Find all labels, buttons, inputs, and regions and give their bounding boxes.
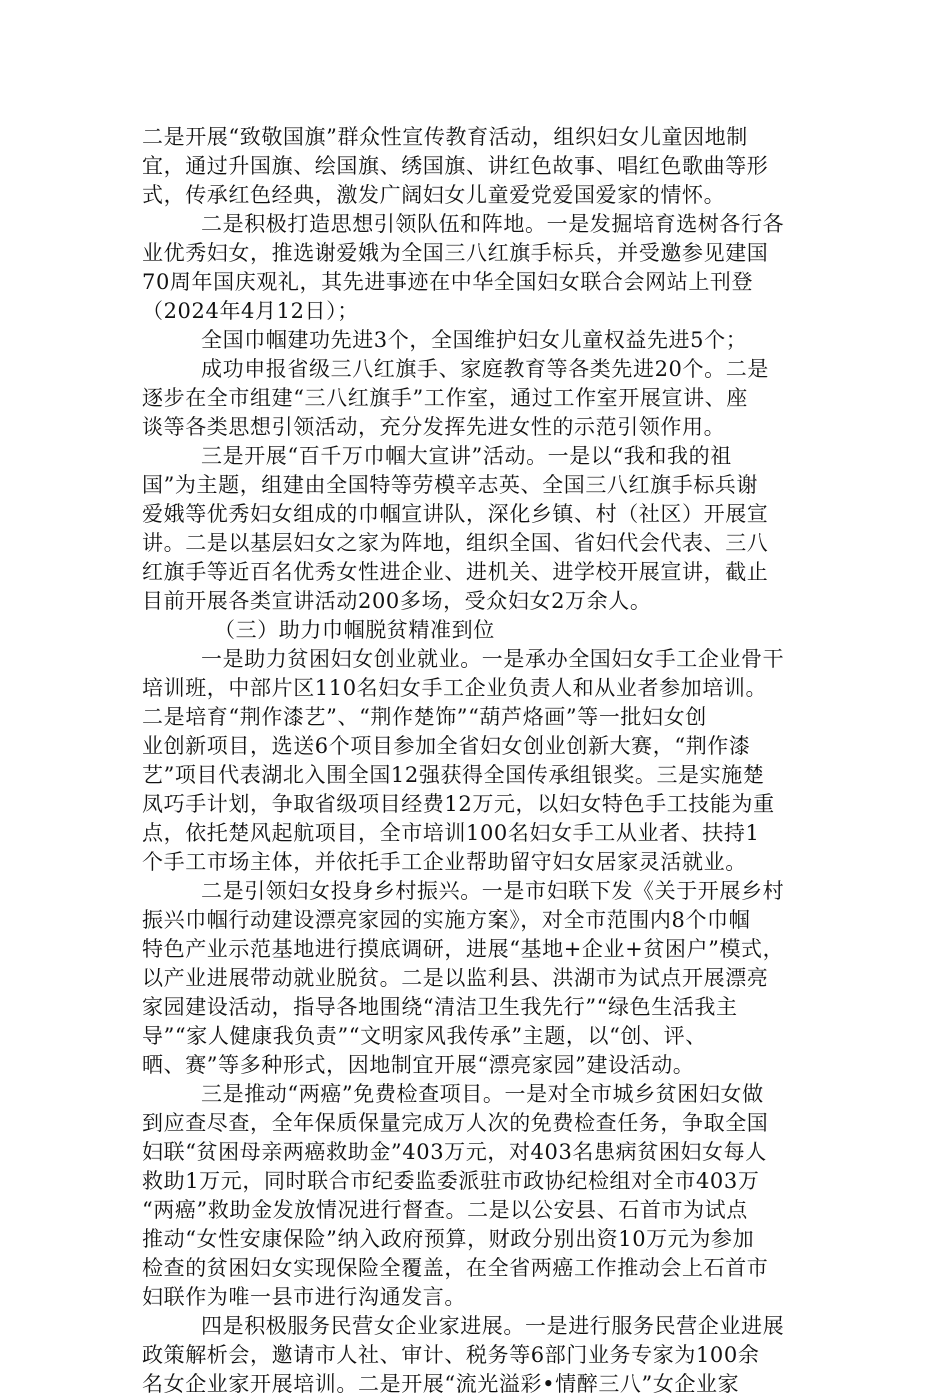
paragraph-first-line: 成功申报省级三八红旗手、家庭教育等各类先进20个。二是 xyxy=(201,357,769,381)
text-line: 红旗手等近百名优秀女性进企业、进机关、进学校开展宣讲，截止 xyxy=(142,560,769,584)
text-line: 晒、赛”等多种形式，因地制宜开展“漂亮家园”建设活动。 xyxy=(142,1053,695,1077)
text-line: 二是开展“致敬国旗”群众性宣传教育活动，组织妇女儿童因地制 xyxy=(142,125,748,149)
text-line: 业创新项目，选送6个项目参加全省妇女创业创新大赛，“荆作漆 xyxy=(142,734,751,758)
text-line: 式，传承红色经典，激发广阔妇女儿童爱党爱国爱家的情怀。 xyxy=(142,183,726,207)
text-line: 个手工市场主体，并依托手工企业帮助留守妇女居家灵活就业。 xyxy=(142,850,747,874)
text-line: 特色产业示范基地进行摸底调研，进展“基地+企业+贫困户”模式， xyxy=(142,937,785,961)
text-line: 凤巧手计划，争取省级项目经费12万元，以妇女特色手工技能为重 xyxy=(142,792,775,816)
text-line: “两癌”救助金发放情况进行督查。二是以公安县、石首市为试点 xyxy=(142,1198,748,1222)
text-line: 妇联作为唯一县市进行沟通发言。 xyxy=(142,1285,466,1309)
text-line: 政策解析会，邀请市人社、审计、税务等6部门业务专家为100余 xyxy=(142,1343,760,1367)
paragraph-first-line: 二是积极打造思想引领队伍和阵地。一是发掘培育选树各行各 xyxy=(201,212,785,236)
text-line: 70周年国庆观礼，其先进事迹在中华全国妇女联合会网站上刊登 xyxy=(142,270,754,294)
text-line: 宜，通过升国旗、绘国旗、绣国旗、讲红色故事、唱红色歌曲等形 xyxy=(142,154,769,178)
text-line: 业优秀妇女，推选谢爱娥为全国三八红旗手标兵，并受邀参见建国 xyxy=(142,241,769,265)
text-line: 逐步在全市组建“三八红旗手”工作室，通过工作室开展宣讲、座 xyxy=(142,386,748,410)
paragraph-first-line: 四是积极服务民营女企业家进展。一是进行服务民营企业进展 xyxy=(201,1314,785,1338)
text-line: 家园建设活动，指导各地围绕“清洁卫生我先行”“绿色生活我主 xyxy=(142,995,738,1019)
text-line: 妇联“贫困母亲两癌救助金”403万元，对403名患病贫困妇女每人 xyxy=(142,1140,767,1164)
text-line: 推动“女性安康保险”纳入政府预算，财政分别出资10万元为参加 xyxy=(142,1227,755,1251)
section-heading: （三）助力巾帼脱贫精准到位 xyxy=(214,618,495,642)
text-line: 爱娥等优秀妇女组成的巾帼宣讲队，深化乡镇、村（社区）开展宣 xyxy=(142,502,769,526)
text-line: 讲。二是以基层妇女之家为阵地，组织全国、省妇代会代表、三八 xyxy=(142,531,769,555)
paragraph-first-line: 三是开展“百千万巾帼大宣讲”活动。一是以“我和我的祖 xyxy=(201,444,732,468)
text-line: 以产业进展带动就业脱贫。二是以监利县、洪湖市为试点开展漂亮 xyxy=(142,966,769,990)
text-line: 检查的贫困妇女实现保险全覆盖，在全省两癌工作推动会上石首市 xyxy=(142,1256,769,1280)
paragraph-first-line: 全国巾帼建功先进3个，全国维护妇女儿童权益先进5个； xyxy=(201,328,748,352)
text-line: 名女企业家开展培训。二是开展“流光溢彩•情醉三八”女企业家 xyxy=(142,1372,740,1396)
text-line: 目前开展各类宣讲活动200多场，受众妇女2万余人。 xyxy=(142,589,652,613)
text-line: 培训班，中部片区110名妇女手工企业负责人和从业者参加培训。 xyxy=(142,676,768,700)
text-line: （2024年4月12日）； xyxy=(142,299,359,323)
document-body xyxy=(142,123,812,1399)
text-line: 点，依托楚风起航项目，全市培训100名妇女手工从业者、扶持1 xyxy=(142,821,760,845)
paragraph-first-line: 二是引领妇女投身乡村振兴。一是市妇联下发《关于开展乡村 xyxy=(201,879,785,903)
paragraph-first-line: 三是推动“两癌”免费检查项目。一是对全市城乡贫困妇女做 xyxy=(201,1082,764,1106)
paragraph-first-line: 一是助力贫困妇女创业就业。一是承办全国妇女手工企业骨干 xyxy=(201,647,785,671)
text-line: 振兴巾帼行动建设漂亮家园的实施方案》，对全市范围内8个巾帼 xyxy=(142,908,751,932)
text-line: 谈等各类思想引领活动，充分发挥先进女性的示范引领作用。 xyxy=(142,415,726,439)
text-line: 国”为主题，组建由全国特等劳模辛志英、全国三八红旗手标兵谢 xyxy=(142,473,759,497)
text-line: 艺”项目代表湖北入围全国12强获得全国传承组银奖。三是实施楚 xyxy=(142,763,765,787)
text-line: 二是培育“荆作漆艺”、“荆作楚饰”“葫芦烙画”等一批妇女创 xyxy=(142,705,707,729)
text-line: 救助1万元，同时联合市纪委监委派驻市政协纪检组对全市403万 xyxy=(142,1169,760,1193)
text-line: 导”“家人健康我负责”“文明家风我传承”主题，以“创、评、 xyxy=(142,1024,707,1048)
text-line: 到应查尽查，全年保质保量完成万人次的免费检查任务，争取全国 xyxy=(142,1111,769,1135)
